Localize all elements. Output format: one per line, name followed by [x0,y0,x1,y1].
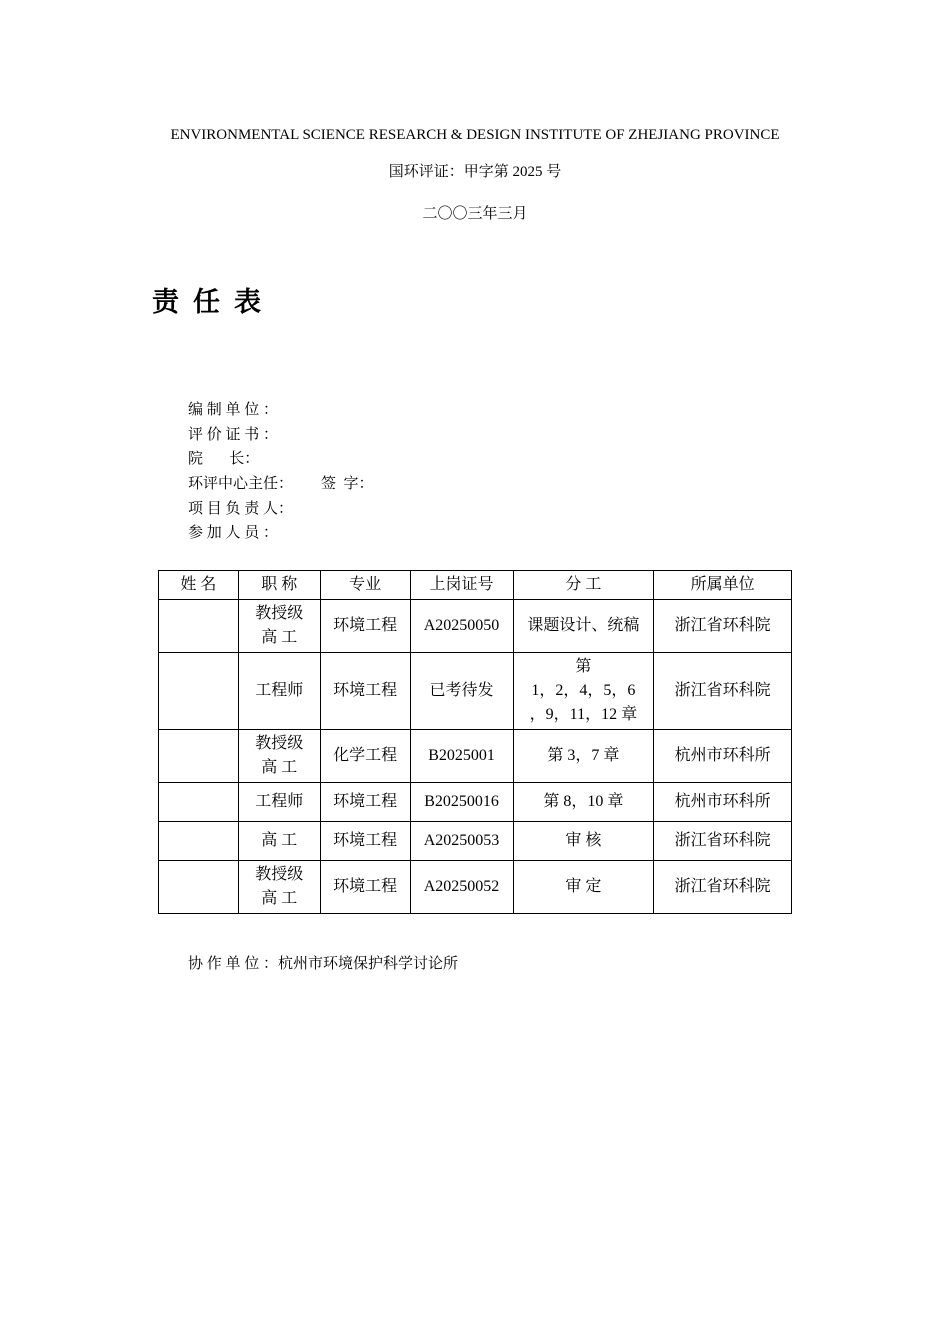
cell-task: 第 1，2，4，5，6 ，9，11，12 章 [513,653,654,730]
cell-title: 教授级 高 工 [238,600,320,653]
cell-name [159,600,239,653]
president-label: 院 长： [188,451,260,468]
cell-unit: 浙江省环科院 [654,861,792,914]
cell-task: 审 核 [513,822,654,861]
cell-title: 工程师 [238,653,320,730]
cooperation-value: 杭州市环境保护科学讨论所 [278,956,459,972]
cell-name [159,822,239,861]
cell-title: 教授级 高 工 [238,861,320,914]
participants-label: 参 加 人 员 ： [188,525,279,542]
table-row [159,653,792,730]
cell-cert: 已考待发 [410,653,513,730]
staff-table [158,570,792,914]
table-row [159,730,792,783]
institute-english-name: ENVIRONMENTAL SCIENCE RESEARCH & DESIGN INSTITUTE OF ZHEJIANG PROVINCE [170,127,780,143]
cell-name [159,730,239,783]
certificate-label: 评 价 证 书 ： [188,426,279,443]
cooperation-label: 协 作 单 位 ： [188,956,279,972]
cell-unit: 浙江省环科院 [654,600,792,653]
cell-cert: B2025001 [410,730,513,783]
cell-major: 环境工程 [320,861,410,914]
cell-task: 第 8，10 章 [513,783,654,822]
cell-cert: A20250050 [410,600,513,653]
header-name: 姓 名 [159,571,239,600]
cell-major: 环境工程 [320,783,410,822]
header-task: 分 工 [513,571,654,600]
cell-title: 工程师 [238,783,320,822]
cell-task: 第 3，7 章 [513,730,654,783]
cell-name [159,861,239,914]
cell-task: 课题设计、统稿 [513,600,654,653]
cell-unit: 浙江省环科院 [654,822,792,861]
cell-major: 环境工程 [320,600,410,653]
table-header-row [159,571,792,600]
page-title: 责任表 [152,287,275,318]
cell-cert: A20250052 [410,861,513,914]
info-block [188,398,374,546]
cell-name [159,783,239,822]
cooperation-row [188,952,458,973]
document-date: 二〇〇三年三月 [422,206,528,222]
header-unit: 所属单位 [654,571,792,600]
cell-unit: 杭州市环科所 [654,730,792,783]
cell-major: 化学工程 [320,730,410,783]
cell-major: 环境工程 [320,822,410,861]
header-title: 职 称 [238,571,320,600]
center-director-row [188,472,374,497]
cell-cert: A20250053 [410,822,513,861]
cell-name [159,653,239,730]
compiler-label: 编 制 单 位 ： [188,402,279,418]
table-row [159,783,792,822]
header-major: 专业 [320,571,410,600]
cell-title: 教授级 高 工 [238,730,320,783]
table-row [159,600,792,653]
cell-major: 环境工程 [320,653,410,730]
cell-cert: B20250016 [410,783,513,822]
header-cert: 上岗证号 [410,571,513,600]
certificate-number: 国环评证：甲字第 2025 号 [388,164,562,180]
cell-unit: 浙江省环科院 [654,653,792,730]
table-row [159,822,792,861]
cell-title: 高 工 [238,822,320,861]
cell-task: 审 定 [513,861,654,914]
center-director-label: 环评中心主任： [188,476,294,493]
signature-label: 签 字： [321,476,374,493]
cell-unit: 杭州市环科所 [654,783,792,822]
table-row [159,861,792,914]
project-lead-label: 项 目 负 责 人： [188,500,294,517]
